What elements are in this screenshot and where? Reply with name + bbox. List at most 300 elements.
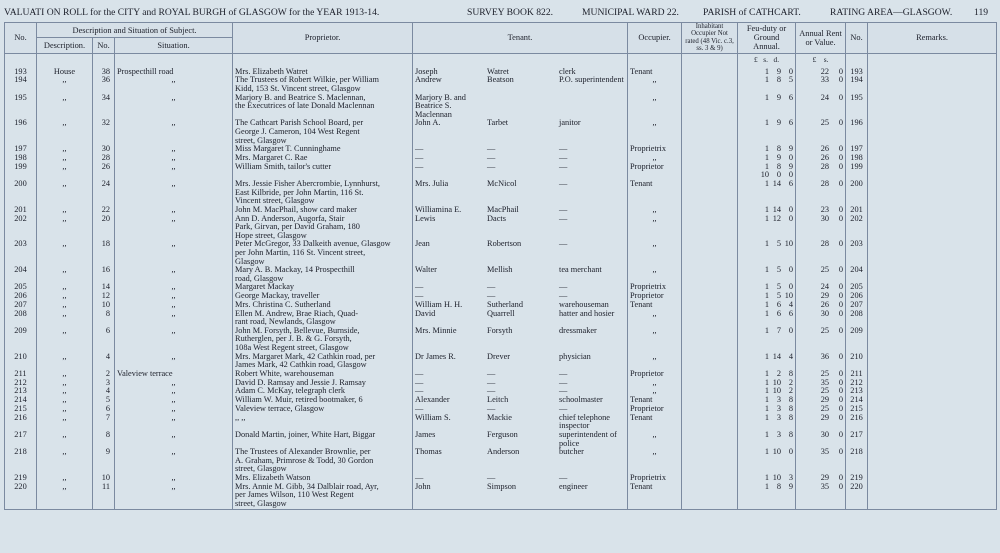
row-situation: ,, — [115, 474, 233, 483]
feu-amount — [740, 301, 793, 310]
row-annual-rent — [796, 145, 846, 154]
row-number-right: 218 — [846, 448, 868, 474]
tenant-occupation: engineer — [559, 482, 588, 491]
row-description: ,, — [37, 119, 93, 145]
row-occupier: Tenant — [628, 180, 682, 206]
feu-amount — [740, 370, 793, 379]
row-remarks — [868, 68, 997, 77]
row-remarks — [868, 396, 997, 405]
tenant-first-name: Marjory B. and Beatrice S. Maclennan — [415, 93, 466, 119]
feu-value: 1 — [764, 179, 770, 188]
row-annual-rent — [796, 94, 846, 120]
row-number: 202 — [5, 215, 37, 241]
row-number: 199 — [5, 163, 37, 180]
proprietor-line: rant road, Newlands, Glasgow — [235, 317, 336, 327]
tenant-occupation: — — [559, 145, 568, 154]
row-description: ,, — [37, 448, 93, 474]
row-annual-rent — [796, 163, 846, 180]
feu-value: 0 — [788, 170, 794, 180]
row-remarks — [868, 405, 997, 414]
row-number-right: 197 — [846, 145, 868, 154]
row-feu-duty — [738, 266, 796, 283]
tenant-occupation: superintendent of police — [559, 431, 617, 448]
row-number: 201 — [5, 206, 37, 215]
tenant-occupation: tea merchant — [559, 266, 602, 275]
rent-pounds: 25 — [820, 266, 830, 275]
row-situation: ,, — [115, 266, 233, 283]
row-proprietor — [233, 405, 413, 414]
row-proprietor — [233, 448, 413, 474]
row-situation: ,, — [115, 414, 233, 431]
proprietor-line: Marjory B. and Beatrice S. Maclennan, — [235, 93, 366, 102]
table-row — [5, 405, 997, 414]
row-proprietor — [233, 301, 413, 310]
tenant-occupation: — — [559, 205, 568, 214]
table-row — [5, 327, 997, 353]
tenant-line — [415, 370, 625, 379]
row-description: ,, — [37, 76, 93, 93]
row-annual-rent — [796, 240, 846, 266]
row-number: 216 — [5, 414, 37, 431]
feu-value: 10 — [784, 292, 794, 301]
tenant-first-name: — — [415, 473, 424, 482]
proprietor-line: street, Glasgow — [235, 135, 287, 145]
proprietor-line: David D. Ramsay and Jessie J. Ramsay — [235, 378, 366, 387]
row-occupier: ,, — [628, 353, 682, 370]
tenant-first-name: — — [415, 378, 424, 387]
table-row — [5, 206, 997, 215]
row-proprietor — [233, 327, 413, 353]
feu-value: 0 — [788, 67, 794, 76]
row-proprietor — [233, 396, 413, 405]
rent-pounds: 25 — [820, 369, 830, 378]
row-feu-duty — [738, 387, 796, 396]
row-remarks — [868, 414, 997, 431]
row-proprietor — [233, 431, 413, 448]
tenant-surname: — — [487, 145, 496, 154]
feu-value: 8 — [788, 431, 794, 439]
tenant-first-name: Lewis — [415, 214, 436, 223]
feu-amount — [740, 414, 793, 423]
row-occupier: ,, — [628, 76, 682, 93]
feu-value: 6 — [776, 300, 782, 309]
row-tenant — [413, 483, 628, 509]
row-feu-duty — [738, 145, 796, 154]
table-row — [5, 119, 997, 145]
tenant-first-name: — — [415, 405, 424, 414]
row-tenant — [413, 154, 628, 163]
row-tenant — [413, 68, 628, 77]
row-inhabitant — [682, 68, 738, 77]
row-description: ,, — [37, 292, 93, 301]
rent-amount — [798, 240, 843, 249]
rent-amount — [798, 266, 843, 275]
rent-shillings: 0 — [838, 119, 844, 128]
rent-amount — [798, 379, 843, 388]
tenant-first-name: Walter — [415, 266, 437, 275]
tenant-line — [415, 240, 625, 249]
feu-amount — [740, 379, 793, 388]
feu-value: 0 — [788, 214, 794, 223]
row-number-right: 195 — [846, 94, 868, 120]
row-inhabitant — [682, 414, 738, 431]
rent-amount — [798, 292, 843, 301]
row-inhabitant — [682, 145, 738, 154]
rent-pounds: 26 — [820, 153, 830, 162]
feu-value: 1 — [764, 266, 770, 275]
feu-value: 1 — [764, 145, 770, 154]
row-tenant — [413, 405, 628, 414]
tenant-first-name: William S. — [415, 413, 451, 422]
feu-value: 1 — [764, 369, 770, 378]
feu-value: 9 — [776, 67, 782, 76]
tenant-first-name: James — [415, 431, 436, 439]
tenant-line — [415, 448, 625, 457]
row-feu-duty — [738, 94, 796, 120]
tenant-occupation: — — [559, 240, 568, 249]
row-situation: ,, — [115, 387, 233, 396]
row-situation: ,, — [115, 154, 233, 163]
feu-value: 10 — [772, 448, 782, 457]
table-row — [5, 154, 997, 163]
row-number-right: 203 — [846, 240, 868, 266]
proprietor-line: William W. Muir, retired bootmaker, 6 — [235, 396, 363, 405]
row-number-right: 217 — [846, 431, 868, 448]
proprietor-line: The Trustees of Robert Wilkie, per William — [235, 76, 380, 85]
row-annual-rent — [796, 448, 846, 474]
tenant-first-name: Jean — [415, 240, 430, 249]
feu-value: 9 — [776, 119, 782, 128]
valuation-table — [4, 22, 997, 510]
rent-pounds: 29 — [820, 292, 830, 301]
rent-shillings: 0 — [838, 309, 844, 318]
proprietor-line: street, Glasgow — [235, 464, 287, 474]
row-occupier: Proprietrix — [628, 145, 682, 154]
row-number-right: 211 — [846, 370, 868, 379]
row-proprietor — [233, 414, 413, 431]
tenant-line — [415, 292, 625, 301]
row-situation: ,, — [115, 283, 233, 292]
proprietor-line: Ellen M. Andrew, Brae Riach, Quad- — [235, 309, 358, 318]
row-description: ,, — [37, 483, 93, 509]
row-situation: ,, — [115, 431, 233, 448]
row-occupier: ,, — [628, 266, 682, 283]
row-annual-rent — [796, 68, 846, 77]
rent-pounds: 28 — [820, 179, 830, 188]
row-number: 205 — [5, 283, 37, 292]
tenant-first-name: Dr James R. — [415, 352, 456, 361]
proprietor-line: street, Glasgow — [235, 498, 287, 508]
feu-value: 5 — [776, 292, 782, 301]
row-number-right: 202 — [846, 215, 868, 241]
row-number: 200 — [5, 180, 37, 206]
row-tenant — [413, 396, 628, 405]
row-street-number: 7 — [93, 414, 115, 431]
col-description: Description. — [37, 38, 93, 53]
row-inhabitant — [682, 310, 738, 327]
row-annual-rent — [796, 431, 846, 448]
feu-amount — [740, 145, 793, 154]
row-description: ,, — [37, 370, 93, 379]
feu-value: 0 — [788, 266, 794, 275]
row-proprietor — [233, 266, 413, 283]
row-occupier: ,, — [628, 154, 682, 163]
row-number-right: 207 — [846, 301, 868, 310]
row-inhabitant — [682, 180, 738, 206]
row-number-right: 214 — [846, 396, 868, 405]
row-description: ,, — [37, 474, 93, 483]
row-number: 194 — [5, 76, 37, 93]
feu-value: 1 — [764, 396, 770, 405]
feu-value: 0 — [788, 448, 794, 457]
col-feuduty: Feu-duty or Ground Annual. — [738, 23, 796, 54]
feu-value: 2 — [776, 369, 782, 378]
row-feu-duty — [738, 154, 796, 163]
tenant-line — [415, 119, 625, 128]
row-remarks — [868, 154, 997, 163]
tenant-first-name: John A. — [415, 119, 441, 128]
row-tenant — [413, 94, 628, 120]
row-remarks — [868, 292, 997, 301]
rent-amount — [798, 180, 843, 189]
row-situation: ,, — [115, 310, 233, 327]
rent-shillings: 0 — [838, 292, 844, 301]
row-number: 207 — [5, 301, 37, 310]
proprietor-line: Miss Margaret T. Cunninghame — [235, 145, 341, 154]
row-description: ,, — [37, 206, 93, 215]
proprietor-line: Mrs. Margaret C. Rae — [235, 153, 308, 162]
tenant-surname: Drever — [487, 352, 511, 361]
row-description: ,, — [37, 266, 93, 283]
row-number: 193 — [5, 68, 37, 77]
rent-shillings: 0 — [838, 205, 844, 214]
tenant-occupation: chief telephone inspector — [559, 413, 610, 431]
tenant-first-name: David — [415, 309, 436, 318]
row-annual-rent — [796, 283, 846, 292]
row-inhabitant — [682, 119, 738, 145]
tenant-surname: Beatson — [487, 76, 514, 85]
row-tenant — [413, 76, 628, 93]
row-description: ,, — [37, 94, 93, 120]
row-street-number: 8 — [93, 431, 115, 448]
row-street-number: 30 — [93, 145, 115, 154]
row-proprietor — [233, 206, 413, 215]
row-number: 203 — [5, 240, 37, 266]
row-occupier: Proprietor — [628, 370, 682, 379]
row-proprietor — [233, 76, 413, 93]
feu-value: 14 — [772, 352, 782, 361]
row-annual-rent — [796, 76, 846, 93]
tenant-occupation: warehouseman — [559, 300, 609, 309]
row-number-right: 205 — [846, 283, 868, 292]
row-number-right: 196 — [846, 119, 868, 145]
row-tenant — [413, 474, 628, 483]
feu-value: 1 — [764, 240, 770, 249]
feu-value: 7 — [776, 326, 782, 335]
tenant-first-name: — — [415, 369, 424, 378]
row-situation: ,, — [115, 76, 233, 93]
row-street-number: 34 — [93, 94, 115, 120]
col-no-right: No. — [846, 23, 868, 54]
row-number: 195 — [5, 94, 37, 120]
col-situation: Situation. — [115, 38, 233, 53]
tenant-surname: McNicol — [487, 179, 517, 188]
row-annual-rent — [796, 414, 846, 431]
tenant-occupation: — — [559, 214, 568, 223]
rent-amount — [798, 301, 843, 310]
row-description: ,, — [37, 180, 93, 206]
row-description: ,, — [37, 353, 93, 370]
row-description: ,, — [37, 405, 93, 414]
tenant-surname: — — [487, 405, 496, 414]
table-row — [5, 163, 997, 180]
row-number-right: 194 — [846, 76, 868, 93]
rent-shillings: 0 — [838, 378, 844, 387]
col-subject: Description and Situation of Subject. — [37, 23, 233, 38]
proprietor-line: Mrs. Annie M. Gibb, 34 Dalblair road, Ayr, — [235, 482, 379, 491]
table-row — [5, 292, 997, 301]
row-feu-duty — [738, 379, 796, 388]
col-proprietor: Proprietor. — [233, 23, 413, 54]
row-number-right: 220 — [846, 483, 868, 509]
tenant-surname: MacPhail — [487, 205, 519, 214]
page-header — [0, 0, 1000, 20]
row-proprietor — [233, 353, 413, 370]
row-number-right: 212 — [846, 379, 868, 388]
row-description: ,, — [37, 215, 93, 241]
row-number: 197 — [5, 145, 37, 154]
row-inhabitant — [682, 206, 738, 215]
row-description: ,, — [37, 301, 93, 310]
tenant-line — [415, 206, 625, 215]
row-tenant — [413, 414, 628, 431]
row-inhabitant — [682, 379, 738, 388]
feu-units — [738, 53, 796, 68]
tenant-occupation: janitor — [559, 119, 581, 128]
row-annual-rent — [796, 327, 846, 353]
proprietor-line: A. Graham, Primrose & Todd, 30 Gordon — [235, 455, 374, 465]
row-street-number: 36 — [93, 76, 115, 93]
proprietor-line: The Cathcart Parish School Board, per — [235, 119, 364, 128]
row-occupier: Tenant — [628, 301, 682, 310]
rent-pounds: 29 — [820, 473, 830, 482]
feu-value: 1 — [764, 205, 770, 214]
row-occupier: ,, — [628, 206, 682, 215]
tenant-occupation: P.O. superintendent — [559, 76, 624, 85]
row-number: 196 — [5, 119, 37, 145]
row-remarks — [868, 310, 997, 327]
rent-pounds: 35 — [820, 378, 830, 387]
feu-amount — [740, 448, 793, 457]
feu-amount — [740, 483, 793, 492]
feu-amount — [740, 405, 793, 414]
tenant-line — [415, 396, 625, 405]
table-row — [5, 266, 997, 283]
row-number: 219 — [5, 474, 37, 483]
table-row — [5, 94, 997, 120]
row-feu-duty — [738, 163, 796, 180]
tenant-occupation: — — [559, 162, 568, 171]
proprietor-line: Kidd, 153 St. Vincent street, Glasgow — [235, 84, 361, 94]
row-inhabitant — [682, 387, 738, 396]
proprietor-line: Robert White, warehouseman — [235, 369, 334, 378]
tenant-line — [415, 327, 625, 336]
rent-shillings: 0 — [838, 153, 844, 162]
proprietor-line: Donald Martin, joiner, White Hart, Biggar — [235, 431, 376, 439]
row-proprietor — [233, 119, 413, 145]
feu-value: 5 — [776, 283, 782, 292]
rent-shillings: 0 — [838, 473, 844, 482]
row-street-number: 26 — [93, 163, 115, 180]
roll-body — [5, 53, 997, 509]
row-annual-rent — [796, 387, 846, 396]
row-street-number: 10 — [93, 474, 115, 483]
tenant-surname: Watret — [487, 67, 509, 76]
proprietor-line: John M. Forsyth, Bellevue, Burnside, — [235, 326, 360, 335]
table-row — [5, 474, 997, 483]
rent-amount — [798, 353, 843, 362]
row-number-right: 216 — [846, 414, 868, 431]
proprietor-line: Adam C. McKay, telegraph clerk — [235, 387, 346, 396]
row-feu-duty — [738, 327, 796, 353]
row-remarks — [868, 163, 997, 180]
row-inhabitant — [682, 240, 738, 266]
row-street-number: 22 — [93, 206, 115, 215]
row-description: ,, — [37, 145, 93, 154]
rent-pounds: 25 — [820, 387, 830, 396]
row-inhabitant — [682, 370, 738, 379]
row-remarks — [868, 206, 997, 215]
tenant-line — [415, 76, 625, 85]
rent-amount — [798, 483, 843, 492]
roll-title: VALUATI ON ROLL for the CITY and ROYAL BURGH of GLASGOW for the YEAR 1913-14. — [4, 7, 380, 18]
feu-value: 10 — [772, 387, 782, 396]
row-feu-duty — [738, 414, 796, 431]
row-feu-duty — [738, 76, 796, 93]
feu-value: 8 — [788, 369, 794, 378]
row-tenant — [413, 240, 628, 266]
row-inhabitant — [682, 163, 738, 180]
row-tenant — [413, 292, 628, 301]
row-tenant — [413, 206, 628, 215]
tenant-first-name: Joseph — [415, 67, 438, 76]
row-tenant — [413, 180, 628, 206]
rent-pounds: 30 — [820, 214, 830, 223]
col-remarks: Remarks. — [868, 23, 997, 54]
row-annual-rent — [796, 301, 846, 310]
col-rent: Annual Rent or Value. — [796, 23, 846, 54]
row-number-right: 199 — [846, 163, 868, 180]
row-number: 217 — [5, 431, 37, 448]
row-number-right: 210 — [846, 353, 868, 370]
proprietor-line: East Kilbride, per John Martin, 116 St. — [235, 187, 364, 197]
tenant-surname: — — [487, 369, 496, 378]
tenant-first-name: Mrs. Minnie — [415, 326, 457, 335]
tenant-surname: Leitch — [487, 396, 509, 405]
row-feu-duty — [738, 215, 796, 241]
table-row — [5, 68, 997, 77]
row-feu-duty — [738, 68, 796, 77]
tenant-surname: Mackie — [487, 413, 512, 422]
row-tenant — [413, 379, 628, 388]
tenant-surname: — — [487, 387, 496, 396]
feu-amount — [740, 292, 793, 301]
feu-value: 1 — [764, 76, 770, 85]
row-tenant — [413, 215, 628, 241]
row-situation: ,, — [115, 301, 233, 310]
row-description: ,, — [37, 387, 93, 396]
proprietor-line: Margaret Mackay — [235, 283, 295, 292]
